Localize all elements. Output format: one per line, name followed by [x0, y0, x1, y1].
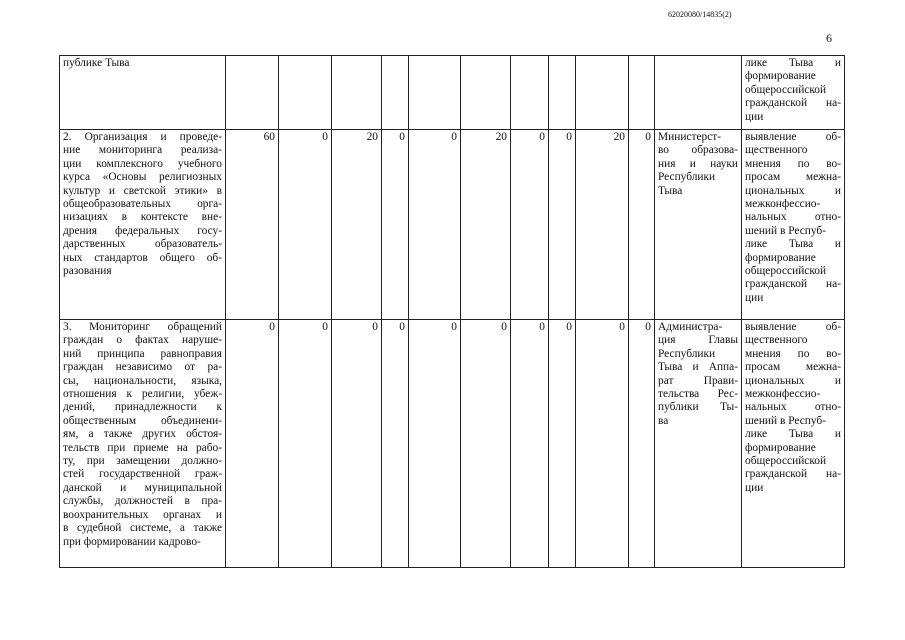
- description-line: сы, национальности, языка,: [63, 374, 222, 387]
- result-line: циональных и: [745, 374, 841, 387]
- activity-description-cell: [60, 320, 226, 568]
- description-line: 3. Мониторинг обращений: [63, 321, 222, 333]
- table-row: [60, 320, 845, 568]
- description-line: дарственных образователь-: [63, 238, 222, 251]
- result-line: ции: [745, 481, 764, 494]
- funding-value-cell: [511, 56, 549, 130]
- funding-value-cell: 20: [461, 130, 511, 320]
- result-line: ции: [745, 291, 764, 304]
- description-line: граждан независимо от ра-: [63, 361, 222, 374]
- result-line: межконфессио-: [745, 198, 821, 211]
- funding-value-cell: [279, 56, 332, 130]
- description-line: разования: [63, 265, 112, 278]
- result-line: лике Тыва и: [745, 428, 841, 441]
- funding-value-cell: 0: [279, 320, 332, 568]
- executor-line: публики Ты-: [658, 401, 738, 414]
- result-line: выявление об-: [745, 321, 841, 333]
- funding-value-cell: 0: [461, 320, 511, 568]
- result-line: формирование: [745, 441, 816, 454]
- funding-value-cell: 0: [409, 130, 461, 320]
- funding-value-cell: [409, 56, 461, 130]
- executor-line: ция Главы: [658, 334, 738, 347]
- description-line: ний принципа равноправия: [63, 347, 222, 360]
- result-line: нальных отно-: [745, 401, 841, 414]
- funding-value-cell: 20: [332, 130, 382, 320]
- executor-line: ва: [658, 414, 669, 427]
- result-line: ции: [745, 110, 764, 123]
- description-line: общественным объединени-: [63, 414, 222, 427]
- expected-result-cell: [742, 130, 845, 320]
- result-line: мнения по во-: [745, 157, 841, 170]
- executor-cell: [655, 320, 742, 568]
- result-line: мнения по во-: [745, 347, 841, 360]
- description-line: граждан о фактах наруше-: [63, 334, 222, 347]
- funding-value-cell: 0: [629, 320, 655, 568]
- executor-line: Тыва: [658, 184, 683, 197]
- expected-result-cell: [742, 56, 845, 130]
- result-line: просам межна-: [745, 171, 841, 184]
- description-line: культур и светской этики» в: [63, 184, 222, 197]
- funding-value-cell: 0: [279, 130, 332, 320]
- result-line: щественного: [745, 144, 808, 157]
- description-line: в судебной системе, а также: [63, 522, 222, 535]
- activity-description-cell: [60, 56, 226, 130]
- description-line: данской и муниципальной: [63, 481, 222, 494]
- description-line: ных стандартов общего об-: [63, 251, 222, 264]
- activity-table: [59, 55, 845, 568]
- table-row: [60, 130, 845, 320]
- result-line: просам межна-: [745, 361, 841, 374]
- page-number: 6: [826, 31, 832, 45]
- executor-cell: [655, 56, 742, 130]
- funding-value-cell: 0: [226, 320, 279, 568]
- result-line: общероссийской: [745, 455, 827, 468]
- description-line: ту, при замещении должно-: [63, 455, 222, 468]
- description-line: тельств при приеме на рабо-: [63, 441, 222, 454]
- funding-value-cell: [576, 56, 629, 130]
- description-line: ям, а также других обстоя-: [63, 428, 222, 441]
- result-line: нальных отно-: [745, 211, 841, 224]
- description-line: отношения к религии, убеж-: [63, 388, 222, 401]
- funding-value-cell: 0: [511, 130, 549, 320]
- document-code: 62020080/14835(2): [668, 10, 732, 19]
- description-line: низациях в контексте вне-: [63, 211, 222, 224]
- description-line: службы, должностей в пра-: [63, 495, 222, 508]
- executor-line: Тыва и Аппа-: [658, 361, 738, 374]
- funding-value-cell: 60: [226, 130, 279, 320]
- description-line: публике Тыва: [63, 57, 130, 69]
- description-line: дений, принадлежности к: [63, 401, 222, 414]
- description-line: воохранительных органах и: [63, 508, 222, 521]
- result-line: формирование: [745, 70, 816, 83]
- executor-line: тельства Рес-: [658, 388, 738, 401]
- executor-line: Республики: [658, 171, 716, 184]
- executor-line: ния и науки: [658, 157, 738, 170]
- result-line: общероссийской: [745, 83, 827, 96]
- expected-result-cell: [742, 320, 845, 568]
- description-line: 2. Организация и проведе-: [63, 131, 222, 143]
- result-line: циональных и: [745, 184, 841, 197]
- table-row: [60, 56, 845, 130]
- executor-line: рат Прави-: [658, 374, 738, 387]
- funding-value-cell: [382, 56, 409, 130]
- executor-line: Администра-: [658, 321, 723, 333]
- executor-line: во образова-: [658, 144, 738, 157]
- description-line: общеобразовательных орга-: [63, 198, 222, 211]
- funding-value-cell: 0: [382, 320, 409, 568]
- funding-value-cell: [549, 56, 576, 130]
- funding-value-cell: 0: [549, 320, 576, 568]
- funding-value-cell: [226, 56, 279, 130]
- result-line: межконфессио-: [745, 388, 821, 401]
- result-line: общероссийской: [745, 265, 827, 278]
- funding-value-cell: 0: [332, 320, 382, 568]
- result-line: шений в Респуб-: [745, 414, 826, 427]
- result-line: лике Тыва и: [745, 238, 841, 251]
- result-line: гражданской на-: [745, 468, 841, 481]
- result-line: формирование: [745, 251, 816, 264]
- description-line: стей государственной граж-: [63, 468, 222, 481]
- funding-value-cell: 0: [382, 130, 409, 320]
- description-line: при формировании кадрово-: [63, 535, 201, 548]
- description-line: курса «Основы религиозных: [63, 171, 222, 184]
- funding-value-cell: 0: [409, 320, 461, 568]
- result-line: гражданской на-: [745, 278, 841, 291]
- result-line: шений в Респуб-: [745, 224, 826, 237]
- executor-line: Министерст-: [658, 131, 722, 143]
- funding-value-cell: 0: [629, 130, 655, 320]
- funding-value-cell: [461, 56, 511, 130]
- funding-value-cell: [332, 56, 382, 130]
- description-line: дрения федеральных госу-: [63, 224, 222, 237]
- result-line: щественного: [745, 334, 808, 347]
- result-line: лике Тыва и: [745, 57, 841, 69]
- description-line: ние мониторинга реализа-: [63, 144, 222, 157]
- executor-line: Республики: [658, 347, 716, 360]
- executor-cell: [655, 130, 742, 320]
- result-line: выявление об-: [745, 131, 841, 143]
- funding-value-cell: 0: [511, 320, 549, 568]
- description-line: ции комплексного учебного: [63, 157, 222, 170]
- activity-description-cell: [60, 130, 226, 320]
- funding-value-cell: 0: [576, 320, 629, 568]
- funding-value-cell: [629, 56, 655, 130]
- funding-value-cell: 0: [549, 130, 576, 320]
- funding-value-cell: 20: [576, 130, 629, 320]
- result-line: гражданской на-: [745, 97, 841, 110]
